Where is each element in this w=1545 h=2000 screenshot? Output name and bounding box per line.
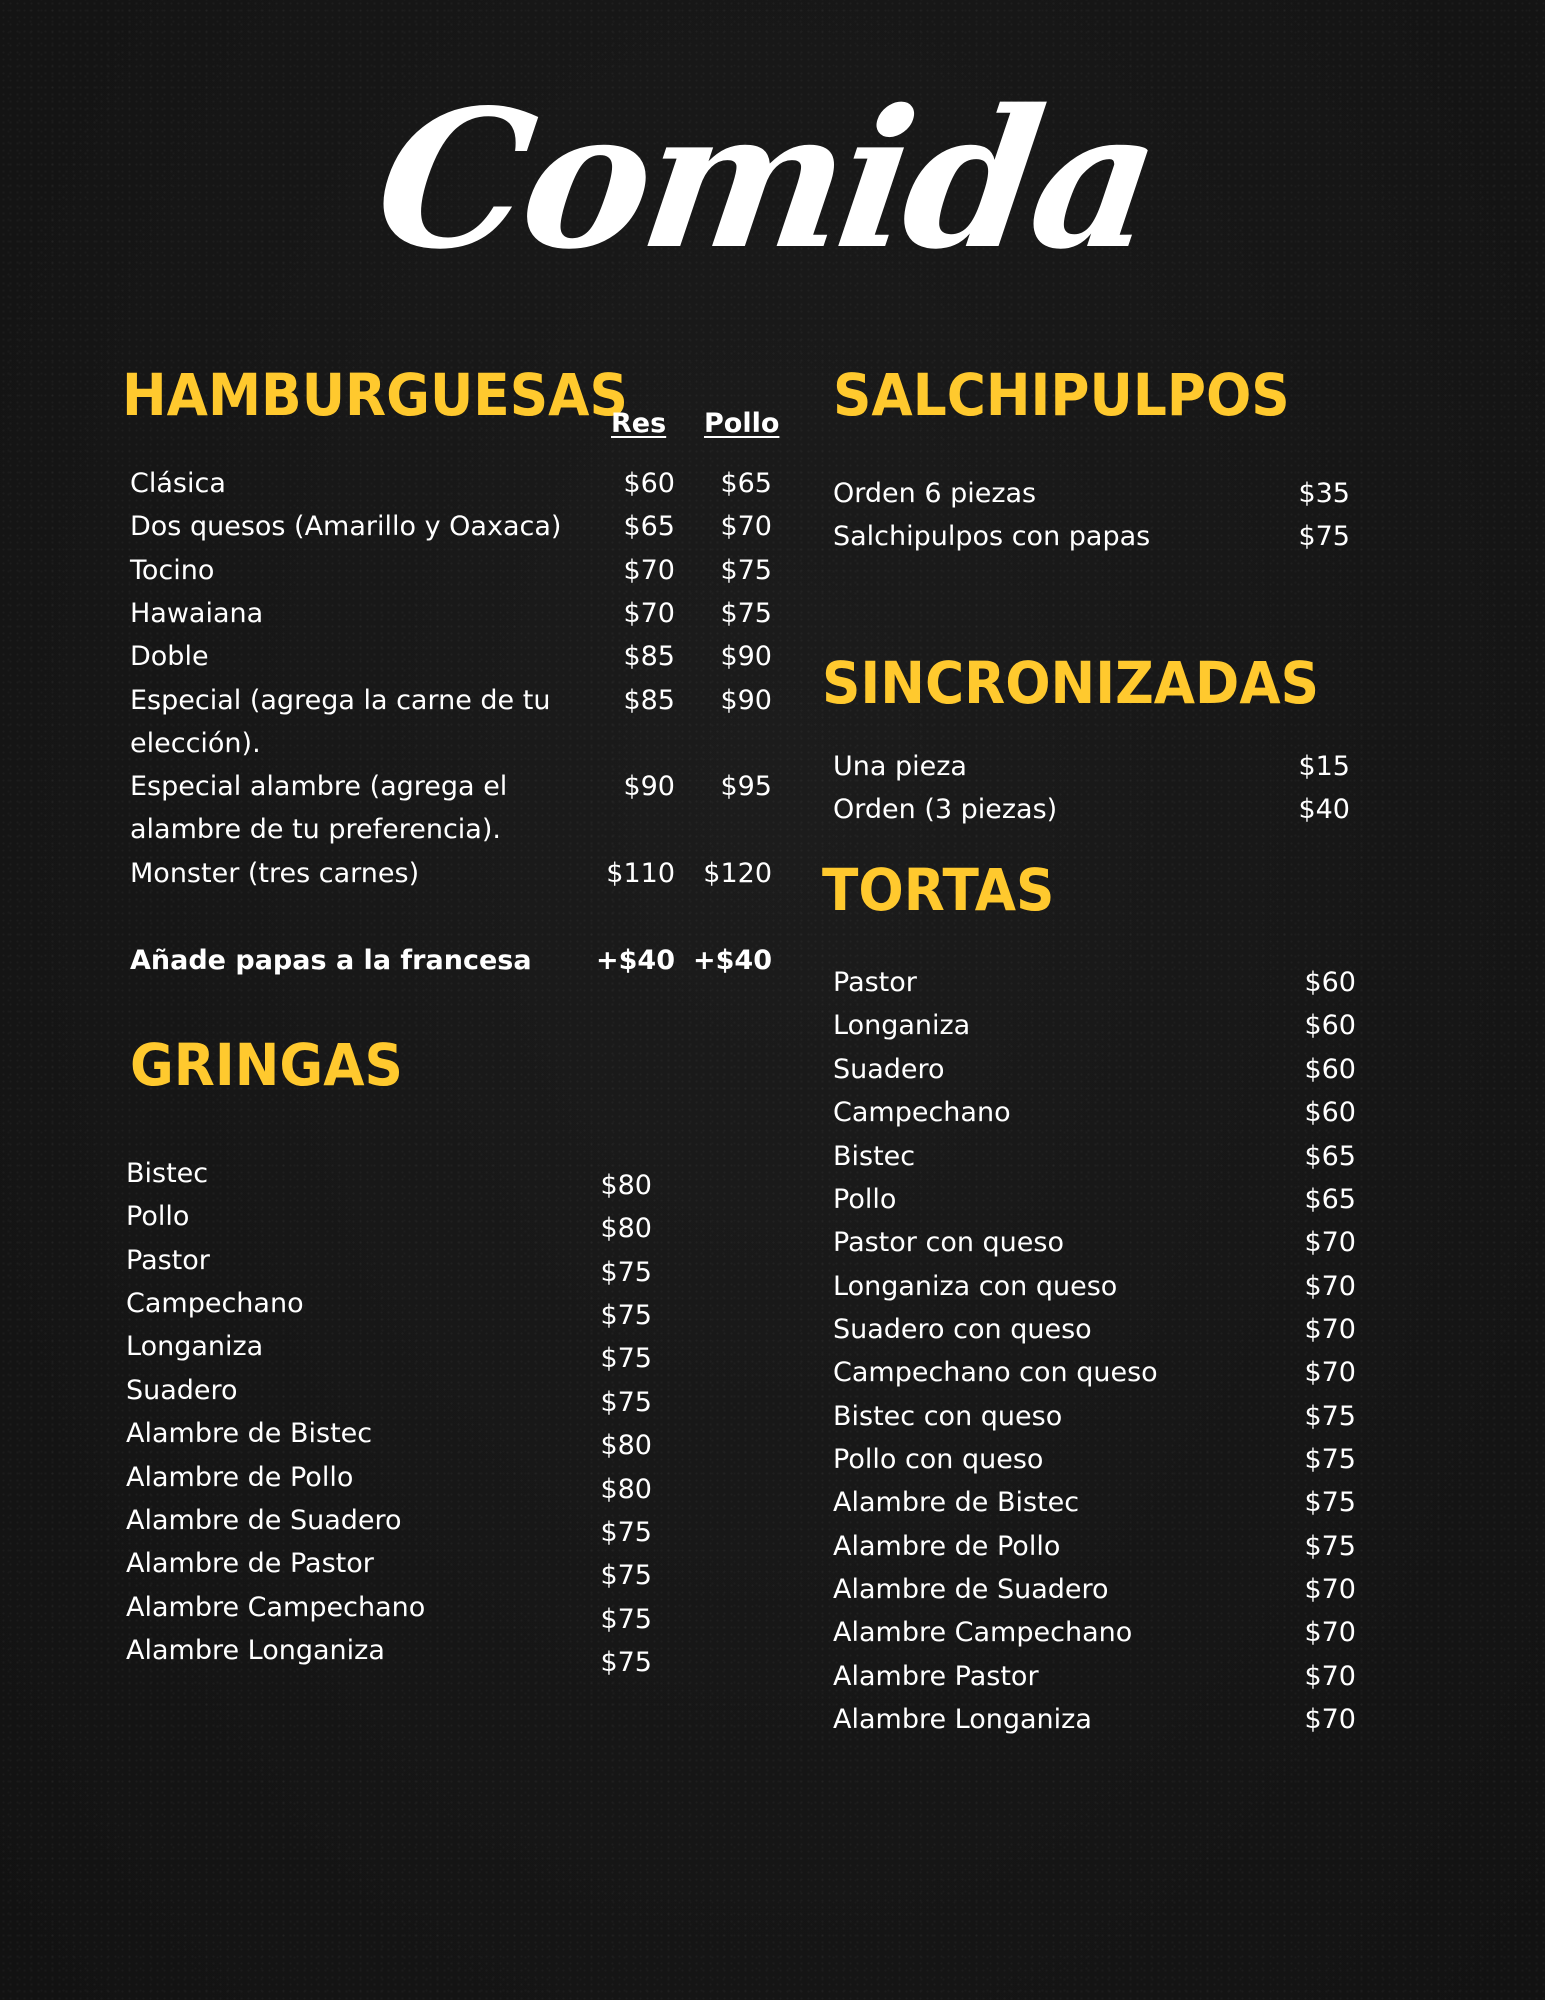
gringas-heading: GRINGAS [130,1031,403,1099]
item-name: Especial (agrega la carne de tu elección). [130,685,551,759]
item-name: Alambre de Suadero [126,1505,402,1536]
price-pollo: $95 [720,771,772,802]
price-pollo: $120 [703,858,772,889]
item-price: $70 [1304,1271,1356,1302]
extra-fries-row [130,939,780,982]
menu-item [833,1308,1356,1351]
menu-item [833,1048,1356,1091]
menu-item [833,1004,1356,1047]
menu-item [126,1369,652,1418]
item-price: $65 [1304,1141,1356,1172]
item-name: Pastor [833,967,917,998]
item-name: Campechano [833,1097,1011,1128]
price-pollo: $75 [720,598,772,629]
menu-item [833,472,1350,515]
item-price: $75 [1304,1444,1356,1475]
menu-item [833,1438,1356,1481]
item-name: Especial alambre (agrega el alambre de tu preferencia). [130,771,508,845]
menu-item [130,462,780,505]
page-title: Comida [364,68,1167,291]
price-pollo: $70 [720,511,772,542]
menu-item [126,1325,652,1374]
menu-item [833,1568,1356,1611]
sincronizadas-heading: SINCRONIZADAS [822,649,1320,717]
item-name: Alambre Pastor [833,1661,1039,1692]
menu-item [833,1265,1356,1308]
menu-item [130,765,780,851]
item-price: $80 [600,1430,652,1461]
menu-item [130,505,780,548]
menu-item [126,1456,652,1505]
item-name: Dos quesos (Amarillo y Oaxaca) [130,511,562,542]
menu-item [833,1525,1356,1568]
menu-item [833,1481,1356,1524]
menu-item [833,1178,1356,1221]
menu-item [126,1412,652,1461]
price-res: $65 [623,511,675,542]
item-name: Hawaiana [130,598,264,629]
menu-item [126,1586,652,1635]
menu-item [833,515,1350,558]
menu-item [126,1499,652,1548]
item-price: $65 [1304,1184,1356,1215]
price-res: $110 [606,858,675,889]
item-name: Campechano con queso [833,1357,1158,1388]
item-price: $60 [1304,1010,1356,1041]
item-price: $75 [600,1257,652,1288]
item-price: $80 [600,1474,652,1505]
menu-item [833,1221,1356,1264]
menu-item [833,1395,1356,1438]
menu-item [130,635,780,678]
hamburguesas-heading: HAMBURGUESAS [122,361,628,429]
item-name: Monster (tres carnes) [130,858,420,889]
item-price: $60 [1304,967,1356,998]
item-price: $75 [1304,1487,1356,1518]
tortas-heading: TORTAS [822,856,1055,924]
item-name: Alambre Campechano [833,1617,1133,1648]
salchipulpos-heading: SALCHIPULPOS [833,361,1290,429]
item-name: Suadero [126,1375,238,1406]
item-name: Alambre Campechano [126,1592,426,1623]
column-label-pollo: Pollo [704,408,780,439]
item-price: $75 [600,1517,652,1548]
item-name: Salchipulpos con papas [833,521,1151,552]
item-price: $75 [600,1560,652,1591]
item-name: Alambre de Pollo [126,1462,354,1493]
item-name: Bistec [833,1141,916,1172]
item-name: Longaniza [126,1331,264,1362]
item-price: $75 [600,1343,652,1374]
item-price: $70 [1304,1314,1356,1345]
price-pollo: $75 [720,555,772,586]
item-name: Alambre de Pollo [833,1531,1061,1562]
price-pollo: $90 [720,685,772,716]
item-price: $40 [1298,794,1350,825]
item-price: $80 [600,1213,652,1244]
item-price: $75 [1304,1531,1356,1562]
item-name: Longaniza [833,1010,971,1041]
menu-item [833,1091,1356,1134]
item-price: $75 [1304,1401,1356,1432]
item-price: $75 [600,1604,652,1635]
menu-item [126,1629,652,1678]
item-name: Suadero con queso [833,1314,1092,1345]
item-price: $70 [1304,1357,1356,1388]
item-price: $75 [600,1387,652,1418]
menu-item [833,1351,1356,1394]
price-pollo: $65 [720,468,772,499]
item-price: $70 [1304,1704,1356,1735]
item-name: Orden 6 piezas [833,478,1037,509]
menu-item [126,1542,652,1591]
item-price: $70 [1304,1661,1356,1692]
item-name: Bistec con queso [833,1401,1063,1432]
menu-item [130,679,780,765]
item-name: Suadero [833,1054,945,1085]
menu-item [126,1282,652,1331]
item-name: Bistec [126,1158,209,1189]
price-res: $60 [623,468,675,499]
menu-item [126,1152,652,1201]
item-name: Alambre Longaniza [833,1704,1092,1735]
item-name: Pollo [126,1201,190,1232]
menu-item [130,592,780,635]
price-res: $85 [623,641,675,672]
price-res: +$40 [596,945,675,976]
item-name: Orden (3 piezas) [833,794,1058,825]
item-price: $70 [1304,1617,1356,1648]
item-name: Alambre Longaniza [126,1635,385,1666]
item-price: $75 [1298,521,1350,552]
item-price: $70 [1304,1227,1356,1258]
menu-item [130,852,780,895]
item-name: Pollo con queso [833,1444,1044,1475]
item-price: $60 [1304,1097,1356,1128]
item-name: Alambre de Bistec [126,1418,373,1449]
item-name: Campechano [126,1288,304,1319]
price-pollo: $90 [720,641,772,672]
menu-item [126,1195,652,1244]
item-price: $75 [600,1300,652,1331]
item-name: Pollo [833,1184,897,1215]
item-price: $35 [1298,478,1350,509]
price-res: $85 [623,685,675,716]
menu-item [833,788,1350,831]
menu-item [833,745,1350,788]
item-name: Alambre de Pastor [126,1548,374,1579]
price-res: $90 [623,771,675,802]
item-name: Añade papas a la francesa [130,945,532,976]
item-name: Una pieza [833,751,967,782]
menu-item [130,549,780,592]
menu-item [833,1135,1356,1178]
item-price: $60 [1304,1054,1356,1085]
item-name: Tocino [130,555,215,586]
item-name: Alambre de Bistec [833,1487,1080,1518]
item-name: Clásica [130,468,226,499]
price-res: $70 [623,598,675,629]
menu-item [833,961,1356,1004]
item-name: Pastor [126,1245,210,1276]
item-price: $80 [600,1170,652,1201]
item-price: $15 [1298,751,1350,782]
item-price: $70 [1304,1574,1356,1605]
item-price: $75 [600,1647,652,1678]
menu-item [833,1698,1356,1741]
item-name: Alambre de Suadero [833,1574,1109,1605]
menu-item [126,1239,652,1288]
item-name: Longaniza con queso [833,1271,1118,1302]
column-label-res: Res [611,408,667,439]
item-name: Doble [130,641,209,672]
menu-item [833,1655,1356,1698]
menu-item [833,1611,1356,1654]
price-res: $70 [623,555,675,586]
item-name: Pastor con queso [833,1227,1064,1258]
price-pollo: +$40 [693,945,772,976]
